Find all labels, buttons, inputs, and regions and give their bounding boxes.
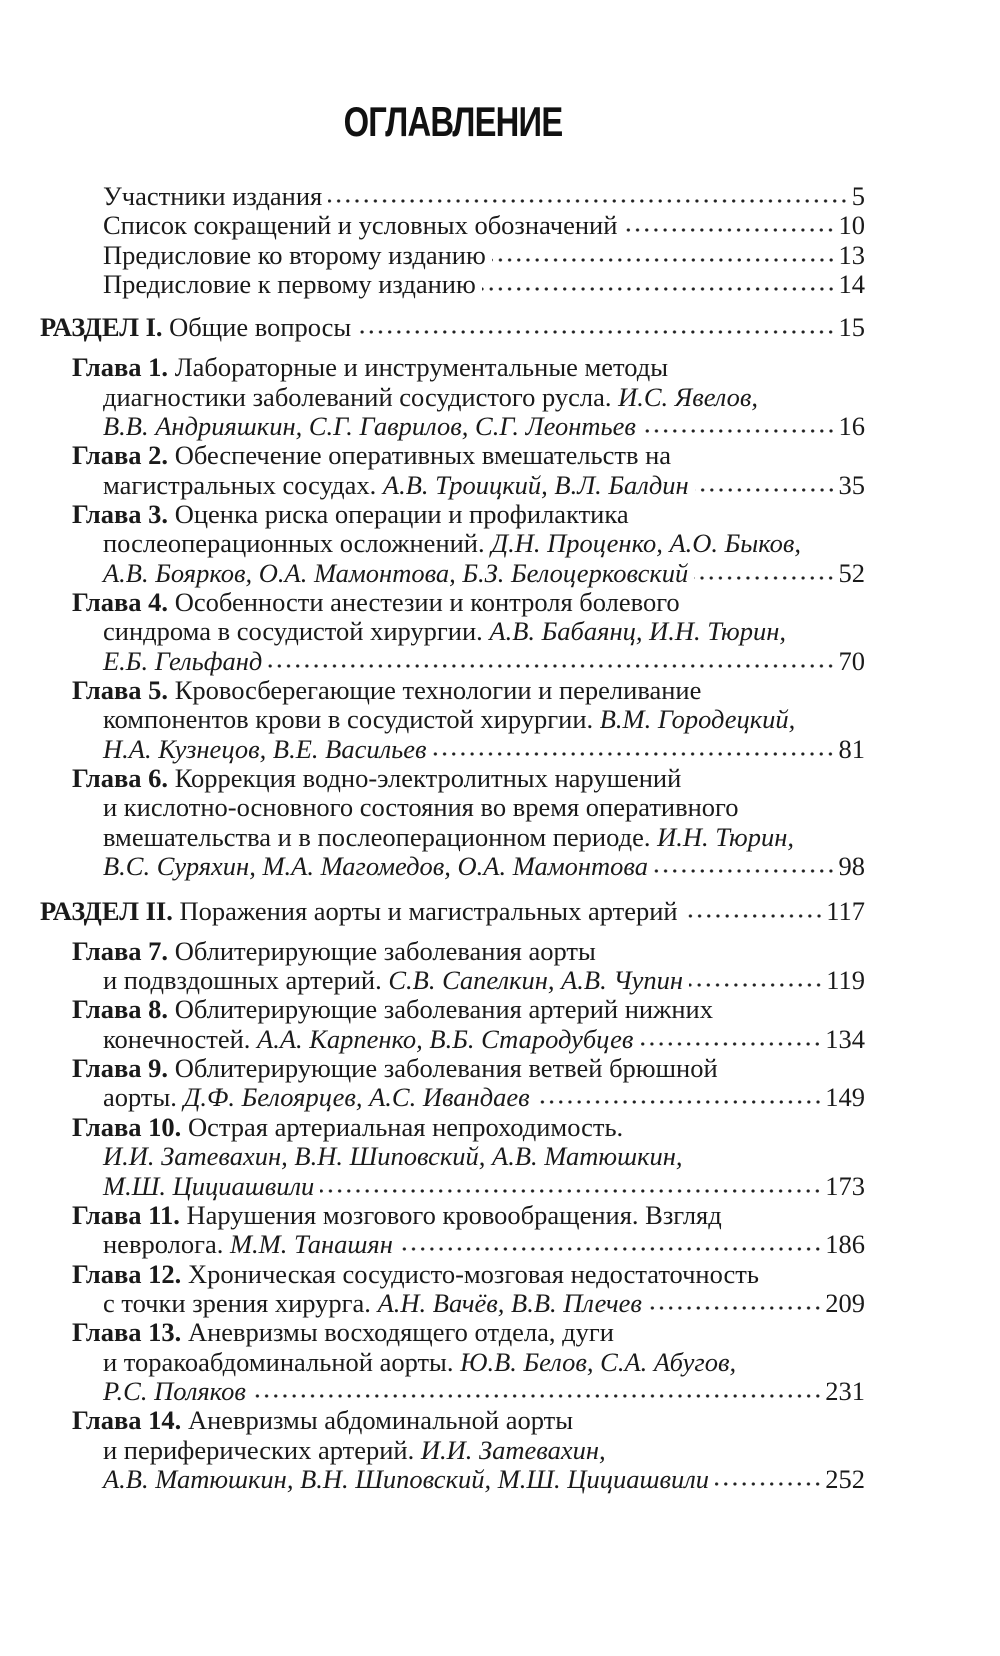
entry-title: Оценка риска операции и профилактика (168, 498, 629, 529)
entry-title: Предисловие к первому изданию (103, 269, 476, 300)
entry-title: магистральных сосудах. (103, 469, 383, 500)
chapter-entry[interactable] (0, 1054, 1000, 1113)
entry-title: Кровосберегающие технологии и переливание (168, 675, 702, 705)
chapter-entry[interactable] (0, 1260, 1000, 1319)
entry-line (0, 1172, 865, 1201)
chapter-entry[interactable] (0, 937, 1000, 996)
entry-label: Глава 4. (72, 586, 169, 617)
page-number[interactable]: 134 (825, 1023, 865, 1054)
entry-line (0, 1436, 865, 1465)
entry-authors: А.В. Бабаянц, И.Н. Тюрин, (489, 616, 786, 647)
entry-line (0, 1377, 865, 1406)
entry-line (0, 995, 865, 1024)
chapter-entry[interactable] (0, 995, 1000, 1054)
entry-title: Острая артериальная непроходимость. (181, 1111, 624, 1142)
front-matter-entry[interactable] (0, 241, 1000, 270)
entry-title: Поражения аорты и магистральных артерий (172, 895, 678, 926)
entry-label: Глава 2. (72, 440, 169, 471)
chapter-entry[interactable] (0, 676, 1000, 764)
entry-title: конечностей. (103, 1023, 258, 1054)
entry-title: компонентов крови в сосудистой хирургии. (103, 704, 600, 735)
dot-leader (695, 486, 836, 494)
spacer (0, 299, 1000, 313)
front-matter-entry[interactable] (0, 211, 1000, 240)
dot-leader (432, 750, 835, 758)
dot-leader (654, 867, 836, 875)
entry-title: Особенности анестезии и контроля болевого (168, 586, 680, 617)
entry-title: диагностики заболеваний сосудистого русла. (103, 381, 619, 412)
dot-leader (623, 226, 835, 234)
entry-title: Аневризмы абдоминальной аорты (181, 1405, 574, 1436)
page-number[interactable]: 149 (825, 1082, 865, 1113)
entry-line (0, 1113, 865, 1142)
entry-title: невролога. (103, 1229, 230, 1260)
entry-authors: Ю.В. Белов, С.А. Абугов, (460, 1346, 737, 1377)
entry-title: Предисловие ко второму изданию (103, 239, 486, 270)
entry-label: РАЗДЕЛ II. (40, 895, 173, 926)
chapter-entry[interactable] (0, 441, 1000, 500)
page-number[interactable]: 209 (825, 1287, 865, 1318)
entry-line (0, 1406, 865, 1435)
entry-authors: И.Н. Тюрин, (657, 821, 794, 852)
entry-line (0, 735, 865, 764)
entry-line (0, 211, 865, 240)
chapter-entry[interactable] (0, 588, 1000, 676)
entry-line (0, 588, 865, 617)
entry-line (0, 353, 865, 382)
entry-line (0, 270, 865, 299)
chapter-entry[interactable] (0, 1113, 1000, 1201)
page-number[interactable]: 35 (838, 469, 865, 500)
entry-title: вмешательства и в послеоперационном периоде. (103, 821, 658, 852)
chapter-entry[interactable] (0, 1201, 1000, 1260)
entry-line (0, 1025, 865, 1054)
page-number[interactable]: 15 (838, 312, 865, 343)
page-number[interactable]: 186 (825, 1229, 865, 1260)
entry-line (0, 313, 865, 342)
entry-authors: М.М. Танашян (229, 1229, 393, 1260)
entry-authors: И.И. Затевахин, (420, 1434, 606, 1465)
chapter-entry[interactable] (0, 353, 1000, 441)
entry-line (0, 1142, 865, 1171)
entry-line (0, 471, 865, 500)
dot-leader (639, 1040, 822, 1048)
entry-title: Хроническая сосудисто-мозговая недостаточность (181, 1258, 759, 1289)
entry-line (0, 500, 865, 529)
dot-leader (689, 981, 823, 989)
entry-line (0, 1260, 865, 1289)
dot-leader (328, 197, 849, 205)
page-number[interactable]: 5 (851, 181, 865, 211)
entry-authors: М.Ш. Цициашвили (103, 1170, 315, 1201)
entry-line (0, 1348, 865, 1377)
entry-line (0, 559, 865, 588)
page-number[interactable]: 231 (825, 1375, 865, 1406)
section-heading[interactable] (0, 897, 1000, 926)
entry-authors: С.В. Сапелкин, А.В. Чупин (388, 965, 684, 996)
page-number[interactable]: 119 (826, 965, 865, 996)
page-number[interactable]: 52 (838, 557, 865, 588)
chapter-entry[interactable] (0, 764, 1000, 881)
entry-line (0, 823, 865, 852)
entry-title: и торакоабдоминальной аорты. (103, 1346, 461, 1377)
entry-label: Глава 7. (72, 935, 169, 966)
entry-title: Облитерирующие заболевания ветвей брюшной (168, 1053, 718, 1084)
entry-line (0, 676, 865, 705)
page-number[interactable]: 98 (838, 851, 865, 882)
entry-authors: Д.Ф. Белоярцев, А.С. Ивандаев (183, 1082, 530, 1113)
entry-label: Глава 10. (72, 1111, 182, 1142)
entry-title: Коррекция водно-электролитных нарушений (168, 763, 682, 794)
entry-label: Глава 5. (72, 675, 169, 705)
entry-label: Глава 11. (72, 1199, 180, 1230)
dot-leader (684, 912, 824, 920)
entry-line (0, 966, 865, 995)
chapter-entry[interactable] (0, 1406, 1000, 1494)
page-title: ОГЛАВЛЕНИЕ (343, 98, 563, 145)
entry-authors: В.М. Городецкий, (599, 704, 796, 735)
dot-leader (694, 574, 835, 582)
entry-authors: И.С. Явелов, (618, 381, 759, 412)
table-of-contents (0, 182, 1000, 1494)
dot-leader (252, 1392, 822, 1400)
dot-leader (536, 1098, 823, 1106)
dot-leader (642, 427, 836, 435)
front-matter-entry[interactable] (0, 182, 1000, 211)
dot-leader (357, 328, 835, 336)
entry-title: Аневризмы восходящего отдела, дуги (181, 1317, 614, 1348)
entry-authors: Д.Н. Проценко, А.О. Быков, (491, 528, 802, 559)
entry-line (0, 1083, 865, 1112)
entry-authors: В.С. Суряхин, М.А. Магомедов, О.А. Мамонтова (103, 851, 648, 882)
entry-line (0, 441, 865, 470)
entry-title: Облитерирующие заболевания артерий нижних (168, 994, 713, 1025)
entry-label: РАЗДЕЛ I. (40, 312, 163, 343)
entry-line (0, 1230, 865, 1259)
entry-line (0, 1465, 865, 1494)
chapter-entry[interactable] (0, 500, 1000, 588)
entry-title: и подвздошных артерий. (103, 965, 389, 996)
entry-title: с точки зрения хирурга. (103, 1287, 378, 1318)
entry-line (0, 937, 865, 966)
page-number[interactable]: 252 (825, 1463, 865, 1494)
entry-authors: Р.С. Поляков (103, 1375, 246, 1406)
entry-title: синдрома в сосудистой хирургии. (103, 616, 490, 647)
chapter-entry[interactable] (0, 1318, 1000, 1406)
spacer (0, 881, 1000, 897)
entry-authors: Н.А. Кузнецов, В.Е. Васильев (103, 733, 427, 764)
entry-label: Глава 9. (72, 1053, 169, 1084)
entry-title: Облитерирующие заболевания аорты (168, 935, 596, 966)
dot-leader (268, 662, 835, 670)
entry-line (0, 182, 865, 211)
entry-line (0, 793, 865, 822)
entry-line (0, 897, 865, 926)
dot-leader (399, 1245, 822, 1253)
entry-line (0, 1054, 865, 1083)
entry-line (0, 617, 865, 646)
section-heading[interactable] (0, 313, 1000, 342)
entry-line (0, 1201, 865, 1230)
entry-authors: А.Н. Вачёв, В.В. Плечев (377, 1287, 642, 1318)
page-number[interactable]: 16 (838, 410, 865, 441)
entry-label: Глава 1. (72, 352, 169, 383)
entry-label: Глава 6. (72, 763, 169, 794)
dot-leader (492, 256, 836, 264)
entry-label: Глава 3. (72, 498, 169, 529)
entry-title: и периферических артерий. (103, 1434, 421, 1465)
entry-title: Участники издания (103, 181, 323, 211)
entry-authors: И.И. Затевахин, В.Н. Шиповский, А.В. Матюшкин, (103, 1141, 683, 1172)
page-number[interactable]: 81 (838, 733, 865, 764)
entry-label: Глава 14. (72, 1405, 182, 1436)
page-number[interactable]: 173 (825, 1170, 865, 1201)
entry-authors: Е.Б. Гельфанд (103, 645, 263, 676)
entry-line (0, 764, 865, 793)
entry-line (0, 241, 865, 270)
entry-line (0, 1318, 865, 1347)
entry-title: и кислотно-основного состояния во время оперативного (103, 792, 739, 823)
entry-line (0, 852, 865, 881)
dot-leader (482, 285, 836, 293)
entry-title: аорты. (103, 1082, 184, 1113)
entry-authors: А.А. Карпенко, В.Б. Стародубцев (257, 1023, 634, 1054)
entry-title: Обеспечение оперативных вмешательств на (168, 440, 672, 471)
entry-line (0, 705, 865, 734)
entry-authors: А.В. Боярков, О.А. Мамонтова, Б.З. Белоцерковский (103, 557, 689, 588)
entry-label: Глава 12. (72, 1258, 182, 1289)
entry-authors: А.В. Троицкий, В.Л. Балдин (382, 469, 689, 500)
entry-title: послеоперационных осложнений. (103, 528, 492, 559)
entry-authors: В.В. Андрияшкин, С.Г. Гаврилов, С.Г. Леонтьев (103, 410, 636, 441)
page-number[interactable]: 10 (838, 210, 865, 241)
page-number[interactable]: 14 (838, 269, 865, 300)
dot-leader (648, 1304, 822, 1312)
entry-authors: А.В. Матюшкин, В.Н. Шиповский, М.Ш. Цициашвили (103, 1463, 710, 1494)
entry-label: Глава 8. (72, 994, 169, 1025)
entry-label: Глава 13. (72, 1317, 182, 1348)
page-number[interactable]: 117 (826, 895, 865, 926)
entry-line (0, 383, 865, 412)
entry-line (0, 412, 865, 441)
entry-title: Список сокращений и условных обозначений (103, 210, 618, 241)
page-number[interactable]: 13 (838, 239, 865, 270)
entry-title: Лабораторные и инструментальные методы (168, 352, 669, 383)
entry-line (0, 647, 865, 676)
page-number[interactable]: 70 (838, 645, 865, 676)
front-matter-entry[interactable] (0, 270, 1000, 299)
entry-line (0, 1289, 865, 1318)
entry-title: Общие вопросы (162, 312, 352, 343)
entry-line (0, 529, 865, 558)
dot-leader (715, 1480, 822, 1488)
entry-title: Нарушения мозгового кровообращения. Взгляд (179, 1199, 722, 1230)
dot-leader (320, 1187, 822, 1195)
